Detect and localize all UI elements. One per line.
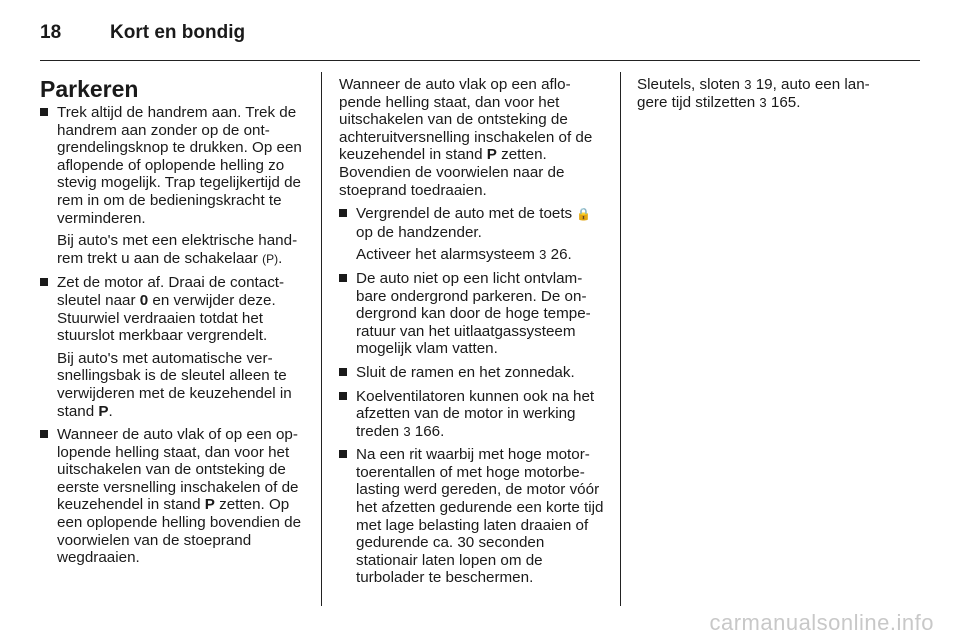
bullet-icon (40, 430, 48, 438)
page-ref-icon: 3 (759, 94, 767, 110)
item-text (57, 274, 306, 344)
list-item (339, 446, 605, 587)
column-2 (339, 76, 605, 593)
text-bold: 0 (139, 291, 149, 309)
lock-icon: 🔒 (576, 207, 592, 222)
para-b: zetten. Bovendien de voorwielen naar de stoeprand toedraaien. (339, 146, 565, 199)
item-text: Sluit de ramen en het zonnedak. (356, 363, 575, 381)
item-subtext (57, 350, 306, 420)
text-b: en verwijder deze. Stuurwiel verdraaien totdat het stuurslot merkbaar vergrendelt. (57, 291, 276, 345)
sub-b: . (108, 402, 113, 420)
page-ref[interactable]: 19, auto een langere tijd stilzetten (637, 76, 870, 111)
para-bold: P (486, 146, 497, 164)
text-a: Sleutels, sloten (637, 76, 740, 93)
page-ref-icon: 3 (744, 77, 752, 92)
list-item (40, 274, 306, 420)
list-item (339, 270, 605, 358)
text-a: Zet de motor af. Draai de contactsleutel naar (57, 274, 285, 309)
column-1 (40, 76, 306, 573)
page-number: 18 (40, 22, 62, 43)
parking-brake-icon: (P) (262, 251, 279, 266)
column-divider (620, 72, 621, 606)
sub-text: Activeer het alarmsysteem (356, 246, 535, 264)
paragraph (339, 76, 605, 199)
text-b: zetten. Op een oplopende helling bovendien de voorwielen van de stoeprand wegdraaien. (57, 496, 302, 567)
item-text (356, 388, 605, 441)
item-text: De auto niet op een licht ontvlambare ondergrond parkeren. De ondergrond kan door de hoge temperatuur van het uitlaatgassysteem mogelijk vlam vatten. (356, 269, 591, 358)
bullet-icon (339, 209, 347, 217)
item-text (57, 426, 306, 567)
item-text: Na een rit waarbij met hoge motortoerentallen of met hoge motorbelasting werd gereden, de motor vóór het afzetten gedurende een korte tijd met lage belasting laten draaien of gedurende ca. 30 seconden stationair laten lopen om de turbolader te beschermen. (356, 446, 604, 587)
page-ref[interactable]: 165. (770, 93, 801, 111)
page-ref-icon: 3 (539, 247, 547, 263)
watermark: carmanualsonline.info (709, 610, 934, 635)
paragraph (637, 76, 887, 111)
item-subtext (57, 232, 306, 268)
text-a: Wanneer de auto vlak of op een oplopende helling staat, dan voor het uitschakelen van de ontsteking de eerste versnelling inschakelen of de keuzehendel in stand (57, 426, 299, 514)
text-bold: P (204, 496, 215, 514)
column-3 (637, 76, 887, 117)
text-a: Koelventilatoren kunnen ook na het afzetten van de motor in werking treden (356, 387, 595, 440)
bullet-icon (339, 274, 347, 282)
bullet-icon (339, 450, 347, 458)
bullet-icon (339, 368, 347, 376)
item-text: Trek altijd de handrem aan. Trek de handrem aan zonder op de ontgrendelingsknop te drukken. Op een aflopende of oplopende helling zo stevig mogelijk. Trap tegelijkertijd de rem in om de bedieningskracht te verminderen. (57, 104, 302, 227)
bullet-icon (40, 278, 48, 286)
section-heading: Parkeren (40, 76, 139, 102)
list-item (40, 104, 306, 268)
subtext-a: Bij auto's met een elektrische handrem trekt u aan de schakelaar (57, 232, 298, 267)
page-header (40, 20, 245, 46)
list-item (339, 364, 605, 382)
item-subtext (356, 246, 605, 264)
header-rule (40, 60, 920, 61)
page-ref[interactable]: 166. (414, 422, 445, 440)
column-divider (321, 72, 322, 606)
para-a: Wanneer de auto vlak op een aflopende helling staat, dan voor het uitschakelen van de ontsteking de achteruitversnelling inschakelen of de keuzehendel in stand (339, 76, 593, 164)
bullet-icon (339, 392, 347, 400)
item-text (356, 205, 605, 241)
list-item (40, 426, 306, 567)
sub-a: Bij auto's met automatische versnellingsbak is de sleutel alleen te verwijderen met de keuzehendel in stand (57, 349, 292, 420)
text-b: op de handzender. (356, 223, 482, 241)
page-ref[interactable]: 26. (550, 246, 572, 264)
page-ref-icon: 3 (403, 423, 411, 439)
text-a: Vergrendel de auto met de toets (356, 205, 573, 223)
subtext-b: . (278, 249, 283, 267)
list-item (339, 388, 605, 441)
page-title: Kort en bondig (110, 22, 246, 43)
list-item (339, 205, 605, 264)
sub-bold: P (98, 402, 109, 420)
bullet-icon (40, 108, 48, 116)
